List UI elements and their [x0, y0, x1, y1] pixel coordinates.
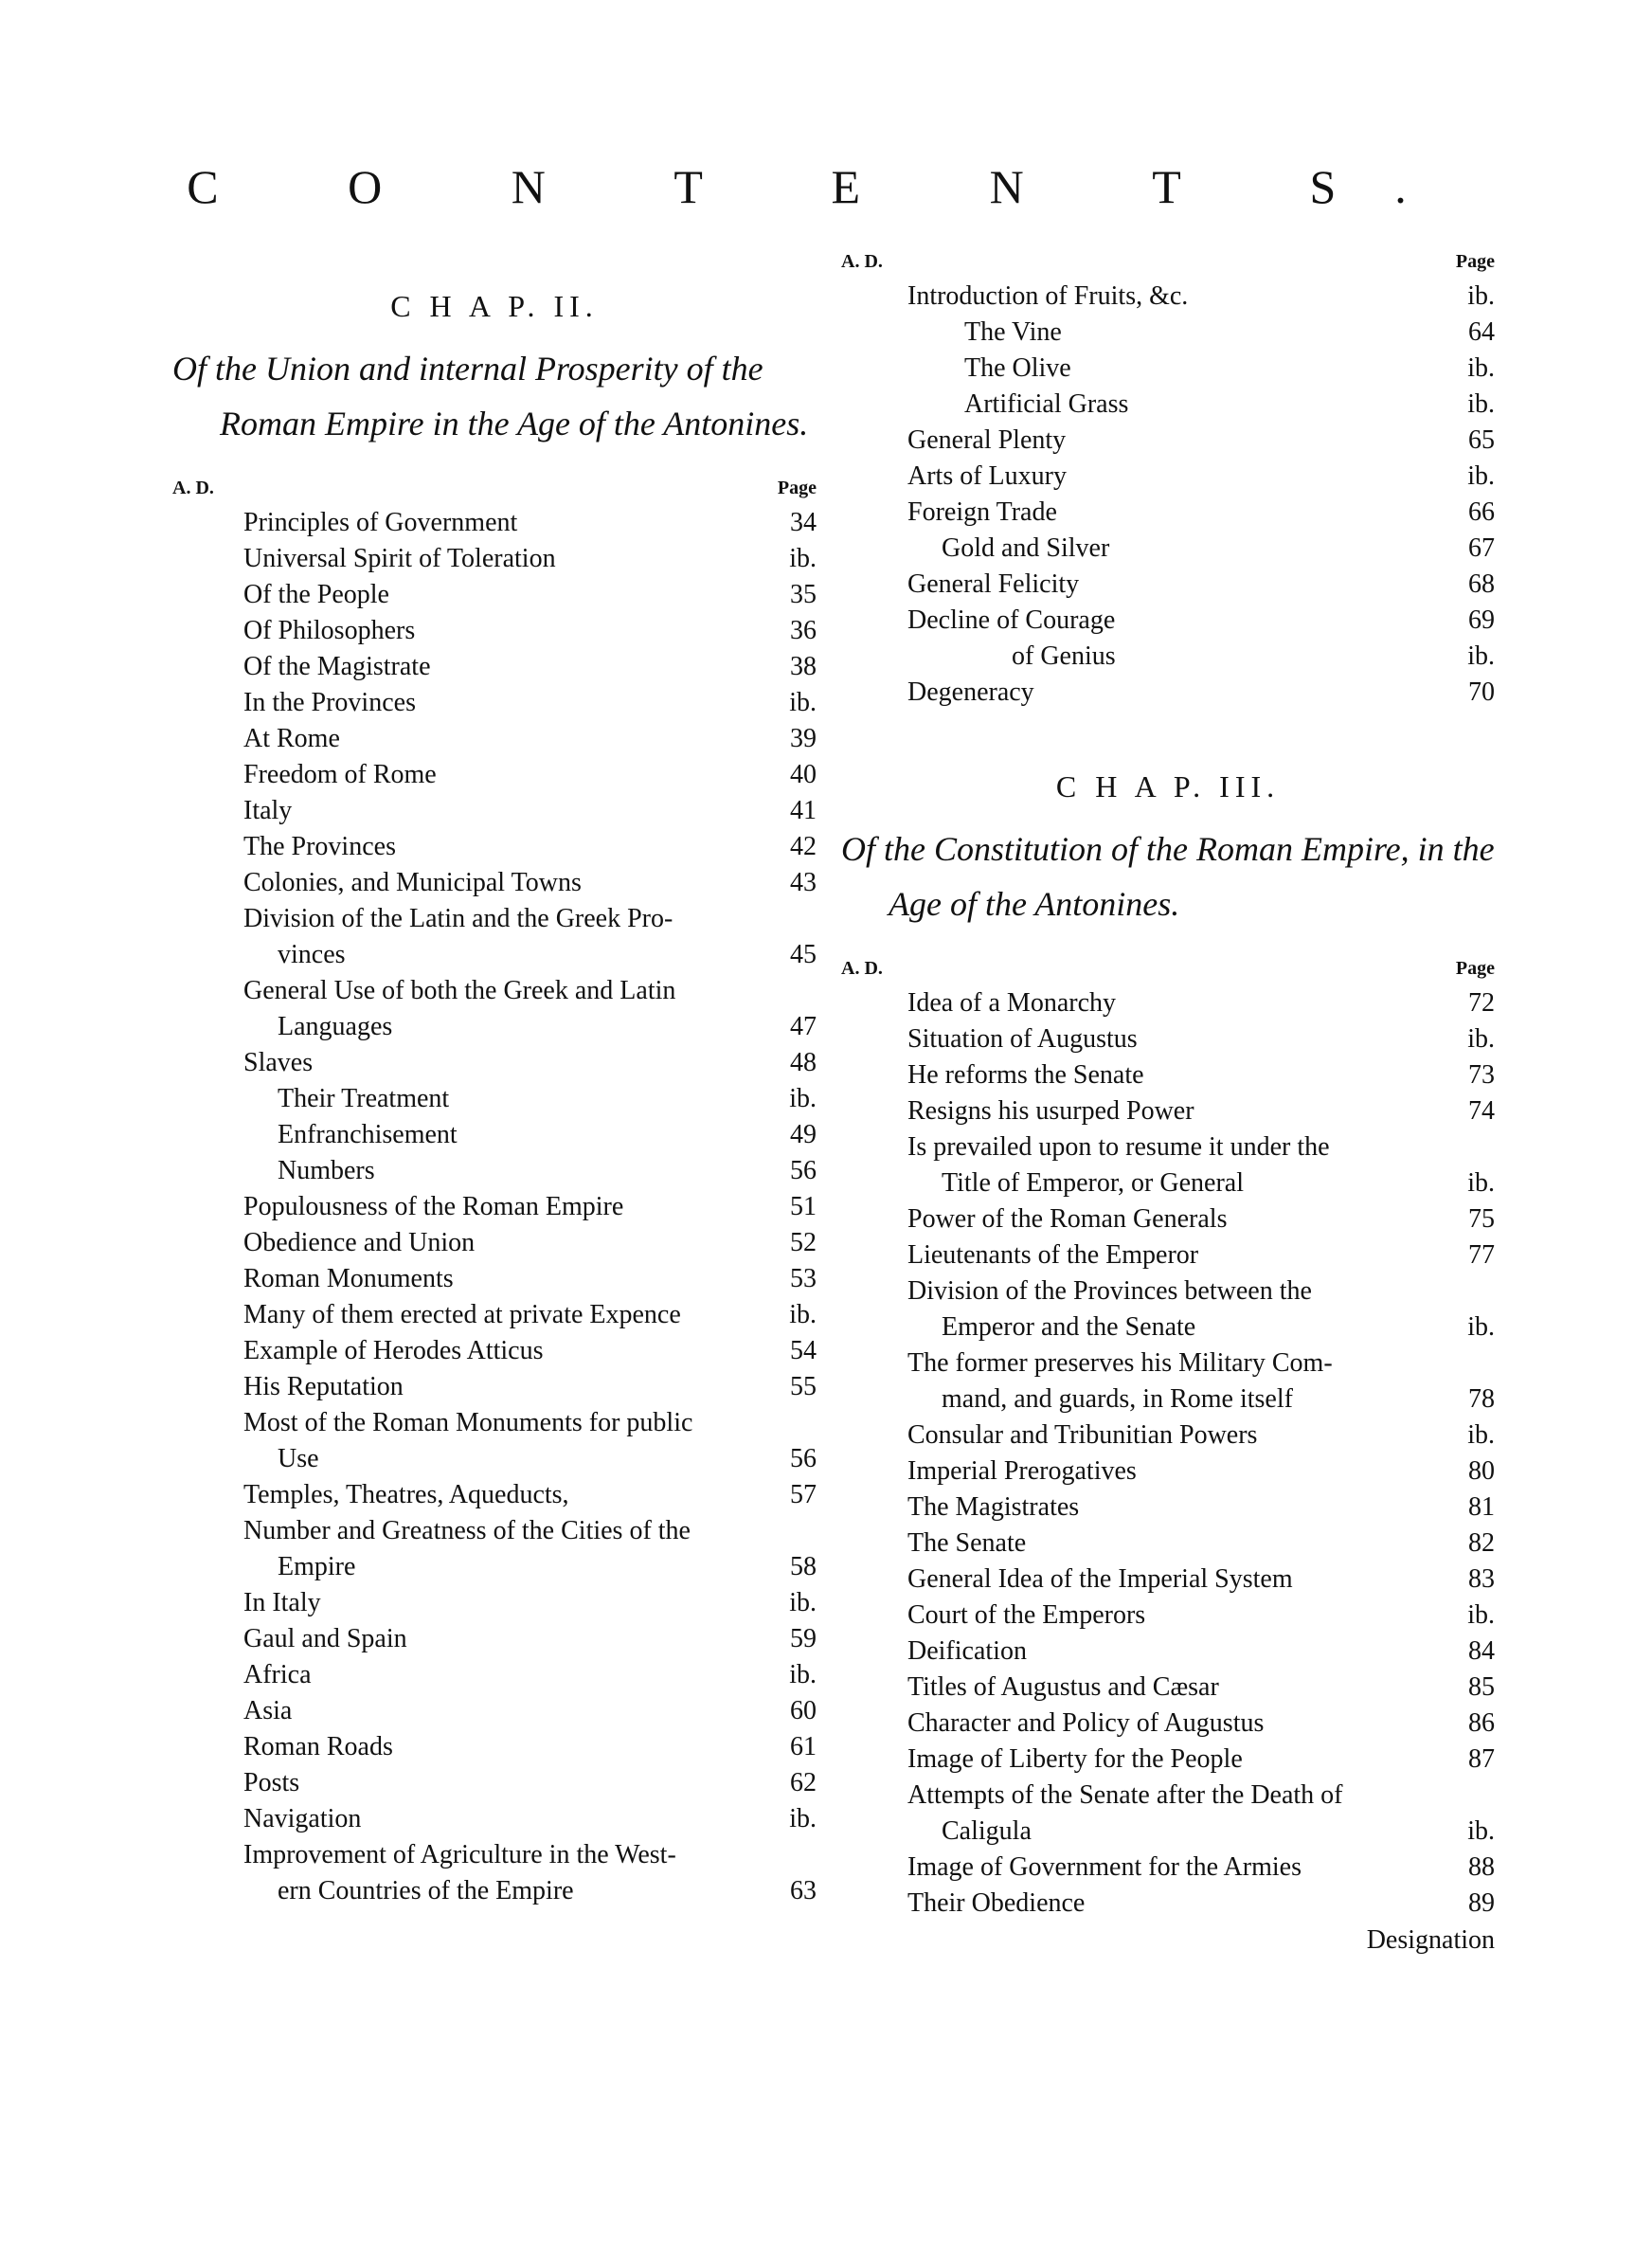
contents-entry — [243, 1045, 817, 1081]
entry-page: 54 — [790, 1336, 817, 1365]
entry-label: Their Obedience — [907, 1888, 1086, 1918]
entry-label: The Senate — [907, 1528, 1027, 1558]
entry-label: mand, and guards, in Rome itself — [942, 1384, 1293, 1414]
entry-page: ib. — [789, 1804, 817, 1833]
entry-label: Character and Policy of Augustus — [907, 1708, 1265, 1738]
contents-entry — [907, 1850, 1495, 1886]
entry-label: Of the Magistrate — [243, 652, 431, 681]
entry-page: 47 — [790, 1012, 817, 1041]
contents-entry — [243, 1225, 817, 1261]
contents-entry — [243, 1513, 817, 1549]
contents-entry — [907, 639, 1495, 675]
contents-entry — [907, 1021, 1495, 1057]
entry-label: General Plenty — [907, 425, 1067, 455]
entry-page: 73 — [1468, 1060, 1495, 1090]
entry-page: 74 — [1468, 1096, 1495, 1126]
entry-page: ib. — [1467, 1420, 1495, 1450]
contents-entry — [243, 793, 817, 829]
chapter-section — [841, 769, 1495, 1922]
entry-label: Gold and Silver — [942, 533, 1110, 563]
contents-entry — [907, 495, 1495, 531]
contents-entry — [907, 1165, 1495, 1201]
entry-page: 40 — [790, 760, 817, 789]
entry-label: The former preserves his Military Com- — [907, 1348, 1333, 1378]
entry-label: The Magistrates — [907, 1492, 1080, 1522]
entry-page: 83 — [1468, 1564, 1495, 1594]
contents-entry — [907, 1309, 1495, 1345]
contents-entry — [243, 721, 817, 757]
entry-page: 34 — [790, 508, 817, 537]
contents-entry — [907, 531, 1495, 567]
entry-page: 41 — [790, 796, 817, 825]
contents-list — [841, 279, 1495, 711]
entry-page: ib. — [789, 1660, 817, 1689]
contents-entry — [907, 1237, 1495, 1273]
entry-label: Enfranchisement — [278, 1120, 458, 1149]
entry-page: 59 — [790, 1624, 817, 1653]
entry-page: 63 — [790, 1876, 817, 1905]
contents-entry — [243, 1873, 817, 1909]
contents-entry — [243, 1189, 817, 1225]
entry-label: Of Philosophers — [243, 616, 416, 645]
entry-label: His Reputation — [243, 1372, 404, 1401]
contents-entry — [243, 505, 817, 541]
entry-label: Imperial Prerogatives — [907, 1456, 1137, 1486]
contents-entry — [243, 1765, 817, 1801]
contents-entry — [243, 1153, 817, 1189]
entry-page: 67 — [1468, 533, 1495, 563]
entry-label: Image of Liberty for the People — [907, 1744, 1243, 1774]
contents-entry — [243, 1333, 817, 1369]
entry-page: ib. — [789, 1588, 817, 1617]
entry-page: 53 — [790, 1264, 817, 1293]
entry-page: 36 — [790, 616, 817, 645]
entry-page: ib. — [1467, 461, 1495, 491]
page-label: Page — [1455, 251, 1495, 272]
entry-label: Many of them erected at private Expence — [243, 1300, 681, 1329]
entry-label: Populousness of the Roman Empire — [243, 1192, 624, 1221]
entry-label: Gaul and Spain — [243, 1624, 407, 1653]
contents-entry — [907, 567, 1495, 603]
catchword: Designation — [1366, 1925, 1495, 1955]
contents-entry — [243, 1837, 817, 1873]
entry-label: Lieutenants of the Emperor — [907, 1240, 1199, 1270]
contents-entry — [243, 1297, 817, 1333]
entry-page: 88 — [1468, 1852, 1495, 1882]
contents-entry — [907, 603, 1495, 639]
contents-entry — [243, 829, 817, 865]
chapter-heading: C H A P. II. — [390, 289, 599, 323]
entry-page: ib. — [1467, 281, 1495, 311]
entry-label: Empire — [278, 1552, 356, 1581]
contents-entry — [907, 1093, 1495, 1129]
column-header — [841, 958, 1495, 980]
entry-page: 56 — [790, 1156, 817, 1185]
contents-entry — [907, 1670, 1495, 1706]
contents-entry — [907, 315, 1495, 351]
entry-label: Introduction of Fruits, &c. — [907, 281, 1189, 311]
entry-label: Roman Monuments — [243, 1264, 454, 1293]
chapter-subtitle: Of the Constitution of the Roman Empire, in the Age of the Antonines. — [841, 830, 1495, 923]
entry-page: 52 — [790, 1228, 817, 1257]
entry-label: ern Countries of the Empire — [278, 1876, 574, 1905]
right-column — [841, 251, 1495, 1956]
entry-page: 51 — [790, 1192, 817, 1221]
entry-label: Resigns his usurped Power — [907, 1096, 1194, 1126]
contents-entry — [907, 985, 1495, 1021]
contents-entry — [907, 1742, 1495, 1778]
entry-label: Example of Herodes Atticus — [243, 1336, 544, 1365]
entry-page: 89 — [1468, 1888, 1495, 1918]
entry-page: ib. — [1467, 353, 1495, 383]
entry-label: In the Provinces — [243, 688, 416, 717]
entry-page: ib. — [789, 688, 817, 717]
entry-label: Roman Roads — [243, 1732, 393, 1761]
entry-page: 57 — [790, 1480, 817, 1509]
contents-entry — [243, 1549, 817, 1585]
contents-entry — [243, 1441, 817, 1477]
entry-label: Court of the Emperors — [907, 1600, 1146, 1630]
contents-entry — [243, 1801, 817, 1837]
entry-page: 87 — [1468, 1744, 1495, 1774]
entry-page: ib. — [1467, 1600, 1495, 1630]
contents-entry — [243, 1477, 817, 1513]
entry-page: ib. — [1467, 1024, 1495, 1054]
contents-entry — [243, 1261, 817, 1297]
contents-list — [172, 505, 817, 1909]
entry-page: 49 — [790, 1120, 817, 1149]
entry-page: ib. — [789, 1300, 817, 1329]
contents-entry — [907, 1598, 1495, 1634]
column-header — [841, 251, 1495, 273]
contents-entry — [907, 1417, 1495, 1454]
entry-label: Power of the Roman Generals — [907, 1204, 1228, 1234]
contents-entry — [243, 649, 817, 685]
contents-entry — [907, 387, 1495, 423]
entry-label: Image of Government for the Armies — [907, 1852, 1302, 1882]
ad-label: A. D. — [841, 251, 883, 272]
contents-entry — [907, 1886, 1495, 1922]
contents-entry — [243, 1081, 817, 1117]
entry-page: 68 — [1468, 569, 1495, 599]
entry-label: Title of Emperor, or General — [942, 1168, 1244, 1198]
entry-label: Caligula — [942, 1816, 1032, 1846]
contents-entry — [243, 1117, 817, 1153]
contents-entry — [243, 577, 817, 613]
entry-page: ib. — [1467, 1816, 1495, 1846]
contents-entry — [907, 1526, 1495, 1562]
contents-entry — [907, 1778, 1495, 1814]
entry-label: vinces — [278, 940, 346, 969]
entry-label: He reforms the Senate — [907, 1060, 1144, 1090]
contents-entry — [243, 685, 817, 721]
entry-page: 72 — [1468, 988, 1495, 1018]
entry-page: 69 — [1468, 605, 1495, 635]
entry-page: 78 — [1468, 1384, 1495, 1414]
page-title: C O N T E N T S. — [187, 160, 1465, 213]
contents-entry — [243, 1369, 817, 1405]
entry-page: ib. — [789, 1084, 817, 1113]
entry-label: The Olive — [964, 353, 1071, 383]
entry-page: 80 — [1468, 1456, 1495, 1486]
contents-entry — [243, 1621, 817, 1657]
entry-label: Titles of Augustus and Cæsar — [907, 1672, 1219, 1702]
entry-label: Decline of Courage — [907, 605, 1116, 635]
entry-page: ib. — [789, 544, 817, 573]
entry-page: 75 — [1468, 1204, 1495, 1234]
entry-page: 82 — [1468, 1528, 1495, 1558]
entry-label: Italy — [243, 796, 293, 825]
entry-label: Navigation — [243, 1804, 362, 1833]
entry-label: General Felicity — [907, 569, 1080, 599]
contents-entry — [243, 757, 817, 793]
contents-entry — [907, 1490, 1495, 1526]
entry-label: Most of the Roman Monuments for public — [243, 1408, 693, 1437]
contents-entry — [243, 973, 817, 1009]
entry-label: The Provinces — [243, 832, 396, 861]
contents-list — [841, 985, 1495, 1922]
contents-entry — [907, 1634, 1495, 1670]
contents-entry — [243, 1657, 817, 1693]
entry-label: Situation of Augustus — [907, 1024, 1138, 1054]
entry-label: Principles of Government — [243, 508, 518, 537]
entry-label: Improvement of Agriculture in the West- — [243, 1840, 676, 1869]
entry-label: of Genius — [1012, 641, 1116, 671]
entry-label: Division of the Latin and the Greek Pro- — [243, 904, 673, 933]
chapter-subtitle: Of the Union and internal Prosperity of the Roman Empire in the Age of the Antonines. — [172, 350, 809, 442]
contents-entry — [243, 541, 817, 577]
entry-label: Their Treatment — [278, 1084, 450, 1113]
contents-entry — [907, 1345, 1495, 1381]
entry-label: Artificial Grass — [964, 389, 1129, 419]
entry-label: Temples, Theatres, Aqueducts, — [243, 1480, 569, 1509]
entry-label: Is prevailed upon to resume it under the — [907, 1132, 1330, 1162]
entry-label: Idea of a Monarchy — [907, 988, 1117, 1018]
entry-label: The Vine — [964, 317, 1062, 347]
entry-page: 39 — [790, 724, 817, 753]
entry-label: Slaves — [243, 1048, 314, 1077]
entry-page: 66 — [1468, 497, 1495, 527]
contents-entry — [243, 613, 817, 649]
contents-entry — [243, 1693, 817, 1729]
contents-entry — [907, 423, 1495, 459]
contents-entry — [907, 279, 1495, 315]
contents-entry — [907, 1057, 1495, 1093]
entry-page: 45 — [790, 940, 817, 969]
chapter-heading: C H A P. III. — [1055, 769, 1281, 803]
entry-label: Division of the Provinces between the — [907, 1276, 1312, 1306]
entry-label: Colonies, and Municipal Towns — [243, 868, 582, 897]
entry-label: Obedience and Union — [243, 1228, 476, 1257]
entry-label: Arts of Luxury — [907, 461, 1067, 491]
contents-entry — [907, 1814, 1495, 1850]
entry-label: At Rome — [243, 724, 340, 753]
entry-label: Emperor and the Senate — [942, 1312, 1196, 1342]
ad-label: A. D. — [841, 958, 883, 979]
contents-entry — [907, 351, 1495, 387]
entry-label: General Idea of the Imperial System — [907, 1564, 1293, 1594]
entry-page: ib. — [1467, 641, 1495, 671]
entry-page: 70 — [1468, 677, 1495, 707]
entry-page: 65 — [1468, 425, 1495, 455]
entry-page: 84 — [1468, 1636, 1495, 1666]
ad-label: A. D. — [172, 478, 214, 498]
entry-label: Use — [278, 1444, 319, 1473]
entry-page: 35 — [790, 580, 817, 609]
contents-entry — [243, 1729, 817, 1765]
contents-entry — [907, 459, 1495, 495]
entry-page: ib. — [1467, 1312, 1495, 1342]
entry-label: Consular and Tribunitian Powers — [907, 1420, 1258, 1450]
entry-page: 60 — [790, 1696, 817, 1725]
contents-entry — [907, 1381, 1495, 1417]
entry-page: 56 — [790, 1444, 817, 1473]
entry-page: 58 — [790, 1552, 817, 1581]
contents-entry — [907, 1562, 1495, 1598]
entry-label: Asia — [243, 1696, 293, 1725]
entry-label: Freedom of Rome — [243, 760, 437, 789]
contents-entry — [243, 901, 817, 937]
contents-entry — [243, 937, 817, 973]
contents-entry — [243, 1585, 817, 1621]
entry-page: 81 — [1468, 1492, 1495, 1522]
entry-page: 48 — [790, 1048, 817, 1077]
entry-label: Universal Spirit of Toleration — [243, 544, 556, 573]
entry-page: ib. — [1467, 1168, 1495, 1198]
entry-page: 85 — [1468, 1672, 1495, 1702]
contents-entry — [907, 1129, 1495, 1165]
entry-page: 42 — [790, 832, 817, 861]
contents-entry — [243, 865, 817, 901]
entry-page: 55 — [790, 1372, 817, 1401]
entry-label: In Italy — [243, 1588, 321, 1617]
entry-label: Posts — [243, 1768, 300, 1797]
entry-label: Foreign Trade — [907, 497, 1057, 527]
entry-label: Africa — [243, 1660, 312, 1689]
page-label: Page — [1455, 958, 1495, 979]
entry-label: Deification — [907, 1636, 1027, 1666]
entry-page: 77 — [1468, 1240, 1495, 1270]
contents-entry — [907, 1273, 1495, 1309]
entry-label: Numbers — [278, 1156, 375, 1185]
entry-page: 43 — [790, 868, 817, 897]
entry-page: 62 — [790, 1768, 817, 1797]
entry-page: 38 — [790, 652, 817, 681]
contents-entry — [907, 1201, 1495, 1237]
entry-label: Number and Greatness of the Cities of the — [243, 1516, 691, 1545]
entry-label: General Use of both the Greek and Latin — [243, 976, 676, 1005]
entry-page: 64 — [1468, 317, 1495, 347]
entry-page: 86 — [1468, 1708, 1495, 1738]
entry-label: Attempts of the Senate after the Death of — [907, 1780, 1343, 1810]
entry-page: ib. — [1467, 389, 1495, 419]
contents-entry — [243, 1405, 817, 1441]
entry-label: Degeneracy — [907, 677, 1034, 707]
entry-page: 61 — [790, 1732, 817, 1761]
entry-label: Languages — [278, 1012, 393, 1041]
left-column — [172, 289, 817, 1909]
contents-entry — [907, 1706, 1495, 1742]
contents-entry — [243, 1009, 817, 1045]
entry-label: Of the People — [243, 580, 389, 609]
page-label: Page — [777, 478, 817, 498]
contents-entry — [907, 675, 1495, 711]
contents-entry — [907, 1454, 1495, 1490]
column-header — [172, 478, 817, 499]
